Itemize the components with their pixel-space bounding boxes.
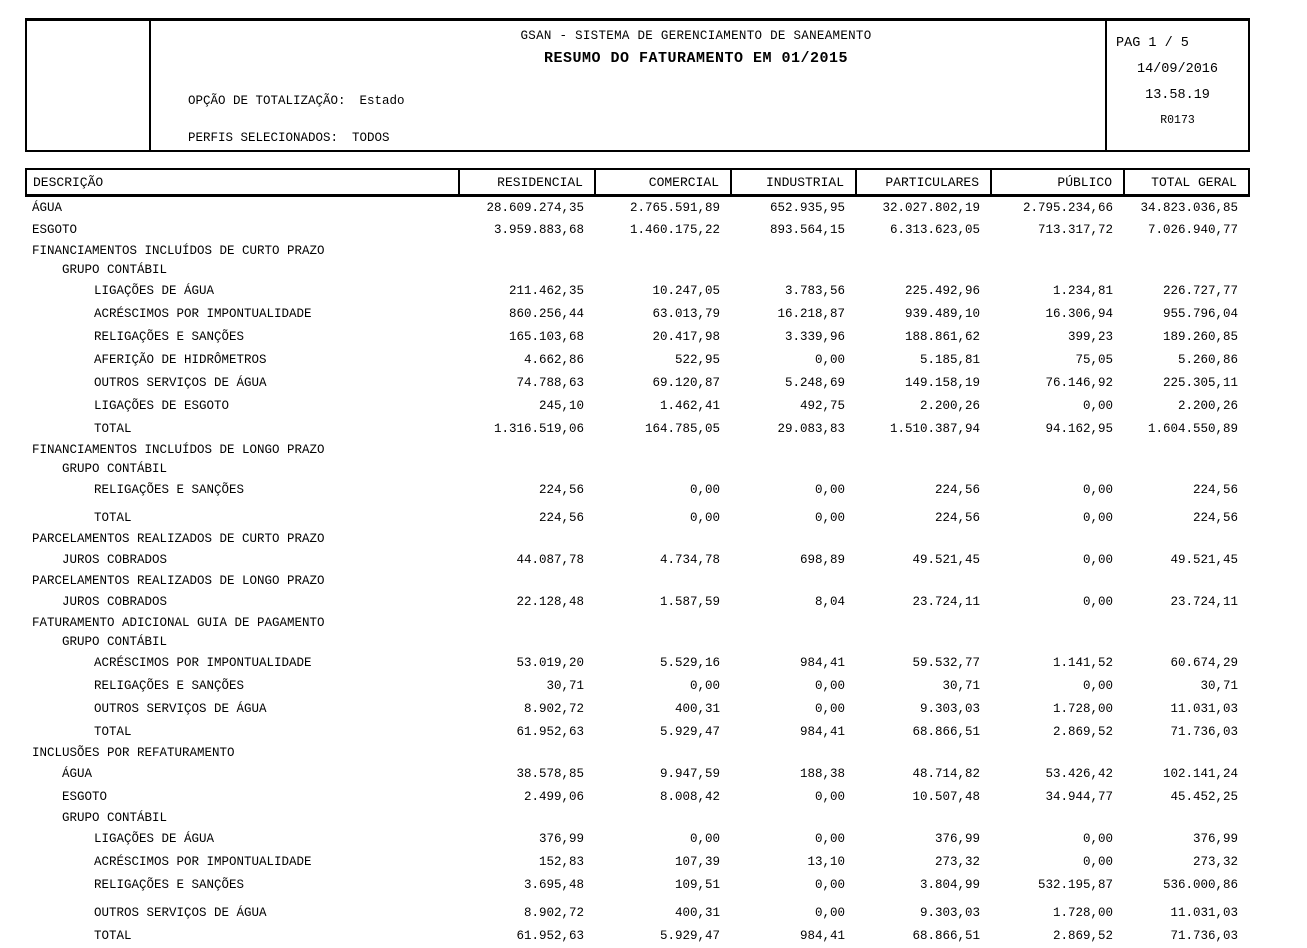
table-row: [26, 479, 1249, 502]
row-value: 71.736,03: [1170, 725, 1238, 739]
column-header-1: RESIDENCIAL: [459, 169, 595, 196]
row-label: JUROS COBRADOS: [62, 595, 168, 609]
row-value: 0,00: [814, 906, 845, 920]
empty-cell: [459, 460, 1249, 479]
row-value: 188.861,62: [904, 330, 980, 344]
column-header-3: INDUSTRIAL: [731, 169, 856, 196]
row-value: 71.736,03: [1170, 929, 1238, 943]
row-label: LIGAÇÕES DE ÁGUA: [94, 832, 215, 846]
empty-cell: [459, 261, 1249, 280]
row-value: 224,56: [538, 483, 584, 497]
row-value: 399,23: [1067, 330, 1113, 344]
row-label: GRUPO CONTÁBIL: [62, 263, 168, 277]
row-label: TOTAL: [94, 929, 132, 943]
table-row: [26, 549, 1249, 572]
table-row: [26, 763, 1249, 786]
row-label: OUTROS SERVIÇOS DE ÁGUA: [94, 906, 267, 920]
row-value: 0,00: [814, 702, 845, 716]
table-row: [26, 572, 1249, 591]
row-value: 63.013,79: [652, 307, 720, 321]
row-label: LIGAÇÕES DE ÁGUA: [94, 284, 215, 298]
row-value: 5.929,47: [659, 725, 720, 739]
column-header-0: DESCRIÇÃO: [26, 169, 459, 196]
row-value: 23.724,11: [1170, 595, 1238, 609]
table-row: [26, 460, 1249, 479]
row-label: FINANCIAMENTOS INCLUÍDOS DE CURTO PRAZO: [32, 244, 325, 258]
row-value: 0,00: [689, 832, 720, 846]
row-value: 5.260,86: [1177, 353, 1238, 367]
selected-profiles-label: PERFIS SELECIONADOS:: [188, 131, 339, 145]
row-label: ESGOTO: [62, 790, 108, 804]
row-value: 0,00: [814, 790, 845, 804]
row-value: 53.426,42: [1045, 767, 1113, 781]
empty-cell: [459, 530, 1249, 549]
row-value: 48.714,82: [912, 767, 980, 781]
row-label: ACRÉSCIMOS POR IMPONTUALIDADE: [94, 656, 312, 670]
row-value: 713.317,72: [1037, 223, 1113, 237]
row-value: 532.195,87: [1037, 878, 1113, 892]
row-value: 6.313.623,05: [889, 223, 980, 237]
billing-summary-table: [25, 168, 1250, 948]
row-label: TOTAL: [94, 422, 132, 436]
row-value: 23.724,11: [912, 595, 980, 609]
row-label: ÁGUA: [62, 767, 93, 781]
row-value: 13,10: [807, 855, 845, 869]
table-row: [26, 675, 1249, 698]
row-value: 5.529,16: [659, 656, 720, 670]
row-label: AFERIÇÃO DE HIDRÔMETROS: [94, 353, 267, 367]
row-label: GRUPO CONTÁBIL: [62, 635, 168, 649]
row-value: 939.489,10: [904, 307, 980, 321]
row-value: 984,41: [799, 725, 845, 739]
row-value: 8,04: [814, 595, 845, 609]
table-row: [26, 372, 1249, 395]
row-value: 0,00: [1082, 595, 1113, 609]
row-value: 5.929,47: [659, 929, 720, 943]
table-row: [26, 809, 1249, 828]
row-value: 61.952,63: [516, 725, 584, 739]
row-value: 29.083,83: [777, 422, 845, 436]
row-value: 69.120,87: [652, 376, 720, 390]
empty-cell: [459, 614, 1249, 633]
row-value: 225.305,11: [1162, 376, 1238, 390]
row-value: 0,00: [689, 483, 720, 497]
row-value: 0,00: [1082, 679, 1113, 693]
row-value: 224,56: [1192, 483, 1238, 497]
table-row: [26, 652, 1249, 675]
row-value: 1.728,00: [1052, 906, 1113, 920]
table-row: [26, 219, 1249, 242]
table-row: [26, 925, 1249, 948]
row-label: OUTROS SERVIÇOS DE ÁGUA: [94, 376, 267, 390]
row-value: 893.564,15: [769, 223, 845, 237]
row-value: 34.944,77: [1045, 790, 1113, 804]
row-value: 34.823.036,85: [1140, 200, 1238, 215]
row-value: 188,38: [799, 767, 845, 781]
report-header-center: [151, 21, 1105, 150]
row-value: 536.000,86: [1162, 878, 1238, 892]
table-row: [26, 507, 1249, 530]
row-value: 5.185,81: [919, 353, 980, 367]
row-label: FINANCIAMENTOS INCLUÍDOS DE LONGO PRAZO: [32, 443, 325, 457]
row-value: 165.103,68: [508, 330, 584, 344]
row-label: TOTAL: [94, 511, 132, 525]
row-value: 0,00: [1082, 483, 1113, 497]
row-value: 75,05: [1075, 353, 1113, 367]
row-label: ÁGUA: [32, 200, 63, 215]
row-value: 102.141,24: [1162, 767, 1238, 781]
row-value: 74.788,63: [516, 376, 584, 390]
row-label: ACRÉSCIMOS POR IMPONTUALIDADE: [94, 307, 312, 321]
row-value: 38.578,85: [516, 767, 584, 781]
row-value: 2.795.234,66: [1022, 200, 1113, 215]
row-value: 44.087,78: [516, 553, 584, 567]
row-value: 5.248,69: [784, 376, 845, 390]
row-value: 20.417,98: [652, 330, 720, 344]
row-value: 0,00: [1082, 855, 1113, 869]
row-value: 3.783,56: [784, 284, 845, 298]
row-value: 30,71: [942, 679, 980, 693]
row-value: 30,71: [1200, 679, 1238, 693]
row-value: 955.796,04: [1162, 307, 1238, 321]
row-value: 1.141,52: [1052, 656, 1113, 670]
column-header-6: TOTAL GERAL: [1124, 169, 1249, 196]
row-value: 3.339,96: [784, 330, 845, 344]
row-value: 59.532,77: [912, 656, 980, 670]
row-value: 225.492,96: [904, 284, 980, 298]
row-value: 152,83: [538, 855, 584, 869]
row-label: GRUPO CONTÁBIL: [62, 462, 168, 476]
row-value: 0,00: [1082, 511, 1113, 525]
row-value: 1.728,00: [1052, 702, 1113, 716]
row-value: 522,95: [674, 353, 720, 367]
row-value: 22.128,48: [516, 595, 584, 609]
row-value: 7.026.940,77: [1147, 223, 1238, 237]
totalization-option-value: Estado: [359, 94, 405, 108]
column-header-5: PÚBLICO: [991, 169, 1124, 196]
row-value: 984,41: [799, 656, 845, 670]
row-label: PARCELAMENTOS REALIZADOS DE LONGO PRAZO: [32, 574, 325, 588]
row-value: 8.902,72: [523, 906, 584, 920]
row-value: 492,75: [799, 399, 845, 413]
table-row: [26, 721, 1249, 744]
row-label: ACRÉSCIMOS POR IMPONTUALIDADE: [94, 855, 312, 869]
empty-cell: [459, 744, 1249, 763]
row-value: 53.019,20: [516, 656, 584, 670]
row-label: INCLUSÕES POR REFATURAMENTO: [32, 746, 235, 760]
report-header: [25, 18, 1250, 152]
row-label: GRUPO CONTÁBIL: [62, 811, 168, 825]
table-row: [26, 441, 1249, 460]
selected-profiles-line: [151, 131, 1105, 145]
row-value: 400,31: [674, 702, 720, 716]
row-value: 1.587,59: [659, 595, 720, 609]
table-row: [26, 280, 1249, 303]
row-value: 3.695,48: [523, 878, 584, 892]
table-row: [26, 261, 1249, 280]
table-row: [26, 828, 1249, 851]
empty-cell: [459, 572, 1249, 591]
row-value: 164.785,05: [644, 422, 720, 436]
row-value: 16.306,94: [1045, 307, 1113, 321]
row-value: 0,00: [814, 353, 845, 367]
row-value: 1.234,81: [1052, 284, 1113, 298]
row-value: 226.727,77: [1162, 284, 1238, 298]
empty-cell: [459, 809, 1249, 828]
row-label: OUTROS SERVIÇOS DE ÁGUA: [94, 702, 267, 716]
row-value: 698,89: [799, 553, 845, 567]
row-value: 860.256,44: [508, 307, 584, 321]
row-value: 273,32: [934, 855, 980, 869]
row-value: 245,10: [538, 399, 584, 413]
row-value: 984,41: [799, 929, 845, 943]
row-value: 3.804,99: [919, 878, 980, 892]
system-title: GSAN - SISTEMA DE GERENCIAMENTO DE SANEAMENTO: [520, 29, 872, 43]
row-value: 376,99: [934, 832, 980, 846]
row-value: 273,32: [1192, 855, 1238, 869]
row-value: 28.609.274,35: [486, 200, 584, 215]
table-row: [26, 698, 1249, 721]
row-value: 189.260,85: [1162, 330, 1238, 344]
row-value: 94.162,95: [1045, 422, 1113, 436]
table-row: [26, 196, 1249, 219]
row-value: 0,00: [1082, 399, 1113, 413]
row-value: 8.008,42: [659, 790, 720, 804]
row-value: 2.200,26: [1177, 399, 1238, 413]
table-body: [26, 196, 1249, 948]
row-value: 400,31: [674, 906, 720, 920]
row-value: 0,00: [814, 483, 845, 497]
row-label: LIGAÇÕES DE ESGOTO: [94, 399, 230, 413]
row-value: 149.158,19: [904, 376, 980, 390]
row-value: 2.200,26: [919, 399, 980, 413]
totalization-option-label: OPÇÃO DE TOTALIZAÇÃO:: [188, 94, 346, 108]
row-label: FATURAMENTO ADICIONAL GUIA DE PAGAMENTO: [32, 616, 325, 630]
table-row: [26, 744, 1249, 763]
row-value: 61.952,63: [516, 929, 584, 943]
report-date: 14/09/2016: [1136, 62, 1218, 77]
row-value: 76.146,92: [1045, 376, 1113, 390]
row-label: RELIGAÇÕES E SANÇÕES: [94, 483, 245, 497]
row-value: 68.866,51: [912, 725, 980, 739]
page-title: RESUMO DO FATURAMENTO EM 01/2015: [543, 50, 849, 67]
row-value: 1.510.387,94: [889, 422, 980, 436]
row-value: 376,99: [1192, 832, 1238, 846]
row-label: TOTAL: [94, 725, 132, 739]
row-value: 224,56: [538, 511, 584, 525]
row-label: RELIGAÇÕES E SANÇÕES: [94, 679, 245, 693]
row-value: 10.507,48: [912, 790, 980, 804]
row-value: 9.947,59: [659, 767, 720, 781]
table-row: [26, 530, 1249, 549]
table-row: [26, 418, 1249, 441]
table-row: [26, 395, 1249, 418]
row-value: 1.460.175,22: [629, 223, 720, 237]
row-value: 10.247,05: [652, 284, 720, 298]
row-value: 2.499,06: [523, 790, 584, 804]
empty-cell: [459, 242, 1249, 261]
row-value: 2.869,52: [1052, 725, 1113, 739]
row-value: 49.521,45: [1170, 553, 1238, 567]
row-value: 2.765.591,89: [629, 200, 720, 215]
row-value: 60.674,29: [1170, 656, 1238, 670]
table-row: [26, 242, 1249, 261]
row-value: 0,00: [814, 511, 845, 525]
row-value: 9.303,03: [919, 906, 980, 920]
row-value: 0,00: [689, 511, 720, 525]
row-label: JUROS COBRADOS: [62, 553, 168, 567]
totalization-option-line: [151, 94, 1105, 108]
column-header-4: PARTICULARES: [856, 169, 991, 196]
row-value: 45.452,25: [1170, 790, 1238, 804]
row-value: 49.521,45: [912, 553, 980, 567]
row-value: 0,00: [1082, 553, 1113, 567]
table-row: [26, 591, 1249, 614]
row-value: 30,71: [546, 679, 584, 693]
row-value: 1.604.550,89: [1147, 422, 1238, 436]
row-value: 68.866,51: [912, 929, 980, 943]
row-value: 1.462,41: [659, 399, 720, 413]
page-number: PAG 1 / 5: [1116, 36, 1189, 51]
row-value: 4.734,78: [659, 553, 720, 567]
row-value: 109,51: [674, 878, 720, 892]
row-value: 2.869,52: [1052, 929, 1113, 943]
table-row: [26, 326, 1249, 349]
column-header-2: COMERCIAL: [595, 169, 731, 196]
row-value: 224,56: [934, 483, 980, 497]
table-row: [26, 303, 1249, 326]
row-value: 652.935,95: [769, 200, 845, 215]
row-value: 376,99: [538, 832, 584, 846]
row-value: 32.027.802,19: [882, 200, 980, 215]
row-value: 1.316.519,06: [493, 422, 584, 436]
row-value: 0,00: [814, 679, 845, 693]
table-row: [26, 874, 1249, 897]
empty-cell: [459, 441, 1249, 460]
row-value: 3.959.883,68: [493, 223, 584, 237]
row-value: 11.031,03: [1170, 702, 1238, 716]
empty-cell: [459, 633, 1249, 652]
row-value: 16.218,87: [777, 307, 845, 321]
report-code: R0173: [1160, 114, 1195, 127]
row-value: 0,00: [1082, 832, 1113, 846]
row-label: ESGOTO: [32, 223, 78, 237]
row-value: 224,56: [934, 511, 980, 525]
row-value: 211.462,35: [508, 284, 584, 298]
selected-profiles-value: TODOS: [352, 131, 390, 145]
row-label: RELIGAÇÕES E SANÇÕES: [94, 330, 245, 344]
row-value: 9.303,03: [919, 702, 980, 716]
table-row: [26, 614, 1249, 633]
page-info-box: [1105, 21, 1248, 150]
row-value: 0,00: [814, 878, 845, 892]
table-row: [26, 786, 1249, 809]
row-value: 4.662,86: [523, 353, 584, 367]
row-label: RELIGAÇÕES E SANÇÕES: [94, 878, 245, 892]
row-value: 0,00: [814, 832, 845, 846]
row-value: 224,56: [1192, 511, 1238, 525]
row-value: 11.031,03: [1170, 906, 1238, 920]
table-row: [26, 633, 1249, 652]
table-row: [26, 902, 1249, 925]
table-header-row: [26, 169, 1249, 196]
row-value: 8.902,72: [523, 702, 584, 716]
row-value: 107,39: [674, 855, 720, 869]
row-label: PARCELAMENTOS REALIZADOS DE CURTO PRAZO: [32, 532, 325, 546]
table-row: [26, 851, 1249, 874]
report-time: 13.58.19: [1145, 88, 1210, 103]
row-value: 0,00: [689, 679, 720, 693]
table-row: [26, 349, 1249, 372]
logo-box: [27, 21, 151, 150]
